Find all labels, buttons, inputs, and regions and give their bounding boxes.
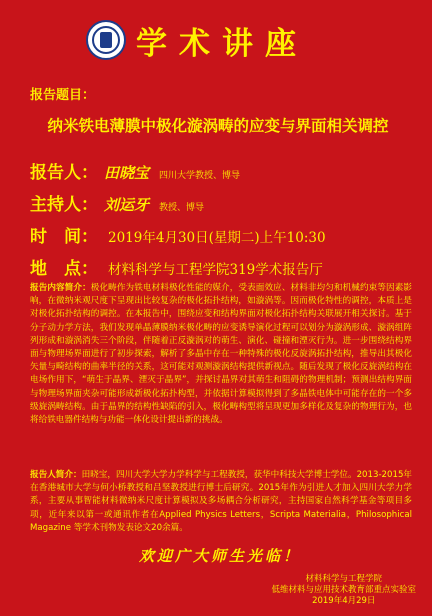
topic-label: 报告题目： [30, 88, 96, 103]
speaker-name: 田晓宝 [104, 164, 150, 182]
abstract-text: 极化畴作为铁电材料极化性能的媒介，受表面效应、材料非均匀和机械约束等因素影响，在微纳米观尺度下呈现出比较复杂的极化拓扑结构，如漩涡等。因而极化特性的调控，本质上是对极化拓扑结构的调控。在本报告中，围绕应变和结构界面对极化拓扑结构关联展开相关探讨。基于分子动力学方法，我们发现单晶薄膜纳米极化畴的应变诱导演化过程可以划分为漩涡形成、漩涡组阵列形成和漩涡消失三个阶段，伴随着正反漩涡对的萌生、演化、碰撞和湮灭行为。进一步围绕结构界面与物理场界面进行了初步探索，解析了多晶中存在一种特殊的极化反旋涡拓扑结构，推导出其极化矢量与畸结构的曲率半径的关系，这可能对观测漩涡结构提供新视点。随后发现了极化反旋涡结构在电场作用下，“萌生于晶界、湮灭于晶界”，并探讨晶界对其萌生和阻碍的物理机制；预测出结构界面与物理场界面夹杂可能形成新极化拓扑构型，并依据计算模拟得到了多晶铁电体中可能存在的一个多级旋涡畴结构。由于晶界的结构性缺陷的引入，极化畴构型将呈现更加多样化及复杂的物理行为，也将给铁电器件结构与功能一体化设计提出新的挑战。 [30, 283, 412, 426]
speaker-row [30, 158, 240, 183]
speaker-label: 报告人： [30, 163, 98, 183]
abstract-paragraph [30, 282, 412, 427]
footer-date: 2019年4月29日 [312, 596, 376, 606]
host-label: 主持人： [30, 195, 98, 215]
time-value: 2019年4月30日(星期二)上午10:30 [108, 230, 326, 246]
time-label: 时 间： [30, 227, 98, 247]
location-value: 材料科学与工程学院319学术报告厅 [108, 262, 323, 278]
bio-text: 田晓宝，四川大学大学力学科学与工程教授，获华中科技大学博士学位。2013-2015年在香港城市大学与何小桥教授和吕坚教授进行博士后研究。2015年作为引进人才加入四川大学力学系，主要从事智能材料微纳米尺度计算模拟及多场耦合分析研究，主持国家自然科学基金等项目多项，近年来以第一或通讯作者在Applied Physics Letters，Scripta Materialia，Philosophical Magazine 等学术刊物发表论文20余篇。 [30, 470, 413, 533]
time-row [30, 222, 326, 247]
location-label: 地 点： [30, 259, 98, 279]
topic-title: 纳米铁电薄膜中极化漩涡畴的应变与界面相关调控 [47, 117, 389, 135]
location-row [30, 254, 323, 279]
bio-paragraph [30, 469, 412, 535]
university-emblem-icon [86, 20, 126, 60]
footer-org2: 低维材料与应用技术教育部重点实验室 [271, 585, 416, 595]
host-name: 刘运牙 [104, 196, 150, 214]
abstract-label: 报告内容简介： [30, 283, 91, 293]
host-row [30, 190, 204, 215]
poster-title: 学术讲座 [136, 26, 308, 62]
host-affiliation: 教授、博导 [159, 203, 205, 213]
welcome-message: 欢迎广大师生光临！ [138, 547, 301, 565]
footer-org1: 材料科学与工程学院 [305, 574, 382, 584]
footer [271, 574, 416, 607]
bio-label: 报告人简介： [30, 470, 82, 480]
speaker-affiliation: 四川大学教授、博导 [159, 171, 241, 181]
